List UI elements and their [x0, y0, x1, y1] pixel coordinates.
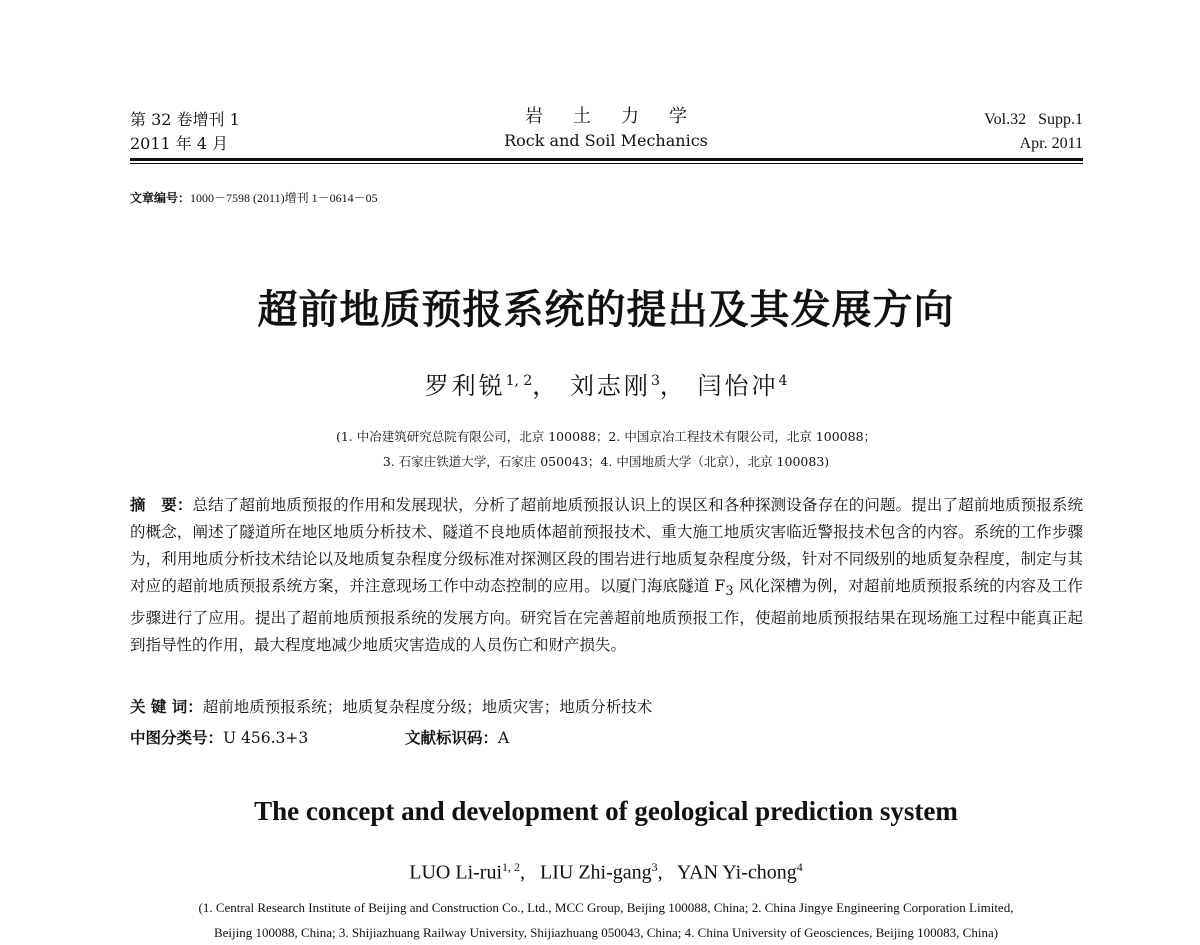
- author-separator: ,: [520, 861, 541, 884]
- affiliation-line: Beijing 100088, China; 3. Shijiazhuang Railway University, Shijiazhuang 050043, China; 4. China University of Geosciences, Beijing 100083, China): [213, 925, 999, 940]
- author-separator: ，: [532, 372, 560, 400]
- abstract-text: 总结了超前地质预报的作用和发展现状，分析了超前地质预报认识上的误区和各种探测设备存在的问题。提出了超前地质预报系统的概念，阐述了隧道所在地区地质分析技术、隧道不良地质体超前预报技术、重大施工地质灾害临近警报技术包含的内容。系统的工作步骤为，利用地质分析技术结论以及地质复杂程度分级标准对探测区段的围岩进行地质复杂程度分级，针对不同级别的地质复杂程度，制定与其对应的超前地质预报系统方案，并注意现场工作中动态控制的应用。以厦门海底隧道 F: [130, 496, 1083, 595]
- keywords-cn: [130, 694, 652, 720]
- author-affil-sup: 3: [651, 860, 658, 874]
- article-number: [130, 189, 378, 206]
- author-cn: 罗利锐: [424, 372, 506, 400]
- abstract-cn: [130, 492, 1083, 659]
- author-affil-sup: 1, 2: [502, 860, 521, 874]
- authors-en: [0, 860, 1200, 885]
- abstract-text-cont: 风化深槽为例，对超前地质预报系统的内容及工作步骤进行了应用。提出了超前地质预报系统的发展方向。研究旨在完善超前地质预报工作，使超前地质预报结果在现场施工过程中能真正起到指导性的作用，最大程度地减少地质灾害造成的人员伤亡和财产损失。: [130, 577, 1084, 655]
- volume-supp: Vol.32 Supp.1: [984, 111, 1083, 128]
- affiliations-en: [0, 895, 1200, 945]
- author-en: YAN Yi-chong: [676, 861, 797, 884]
- doc-code-label: 文献标识码：: [405, 729, 499, 747]
- author-separator: ,: [657, 861, 677, 884]
- clc-value: U 456.3+3: [223, 729, 309, 747]
- publication-date-en: Apr. 2011: [1019, 135, 1083, 152]
- publication-date-cn: 2011 年 4 月: [130, 134, 229, 153]
- author-affil-sup: 3: [650, 373, 660, 389]
- header-rule-thin: [130, 163, 1083, 164]
- clc-label: 中图分类号：: [130, 729, 224, 747]
- paper-title-en: The concept and development of geological prediction system: [254, 796, 958, 826]
- abstract-label: 摘 要：: [130, 496, 193, 514]
- affiliations-cn: [0, 424, 1200, 474]
- author-affil-sup: 4: [778, 373, 788, 389]
- author-affil-sup: 4: [796, 860, 803, 874]
- authors-cn: [0, 366, 1200, 401]
- volume-issue: 第 32 卷增刊 1: [130, 110, 240, 129]
- article-number-label: 文章编号：: [130, 191, 191, 205]
- author-affil-sup: 1, 2: [505, 373, 533, 389]
- keywords-label: 关 键 词：: [130, 698, 203, 716]
- affiliation-line: (1. 中冶建筑研究总院有限公司，北京 100088；2. 中国京冶工程技术有限公司，北京 100088；: [335, 429, 877, 444]
- affiliation-line: 3. 石家庄铁道大学，石家庄 050043；4. 中国地质大学（北京），北京 100083): [382, 454, 830, 469]
- abstract-subscript: 3: [725, 584, 734, 600]
- keywords-value: 超前地质预报系统；地质复杂程度分级；地质灾害；地质分析技术: [202, 698, 653, 716]
- journal-name-cn: 岩土力学: [525, 106, 717, 127]
- journal-name-en: Rock and Soil Mechanics: [504, 131, 708, 150]
- paper-title-cn: 超前地质预报系统的提出及其发展方向: [257, 287, 955, 333]
- author-separator: ，: [659, 372, 687, 400]
- author-en: LIU Zhi-gang: [540, 861, 652, 884]
- doc-code-value: A: [498, 729, 510, 747]
- author-en: LUO Li-rui: [409, 861, 503, 884]
- header-rule-thick: [130, 158, 1083, 161]
- document-code: [405, 725, 509, 751]
- journal-volume-en: [984, 108, 1083, 156]
- author-cn: 闫怡冲: [697, 372, 779, 400]
- article-number-value: 1000－7598 (2011)增刊 1－0614－05: [190, 191, 378, 205]
- affiliation-line: (1. Central Research Institute of Beijing and Construction Co., Ltd., MCC Group, Beijing 100088, China; 2. China Jingye Engineering Corporation Limited,: [198, 900, 1014, 915]
- clc-number: [130, 725, 308, 751]
- author-cn: 刘志刚: [569, 372, 651, 400]
